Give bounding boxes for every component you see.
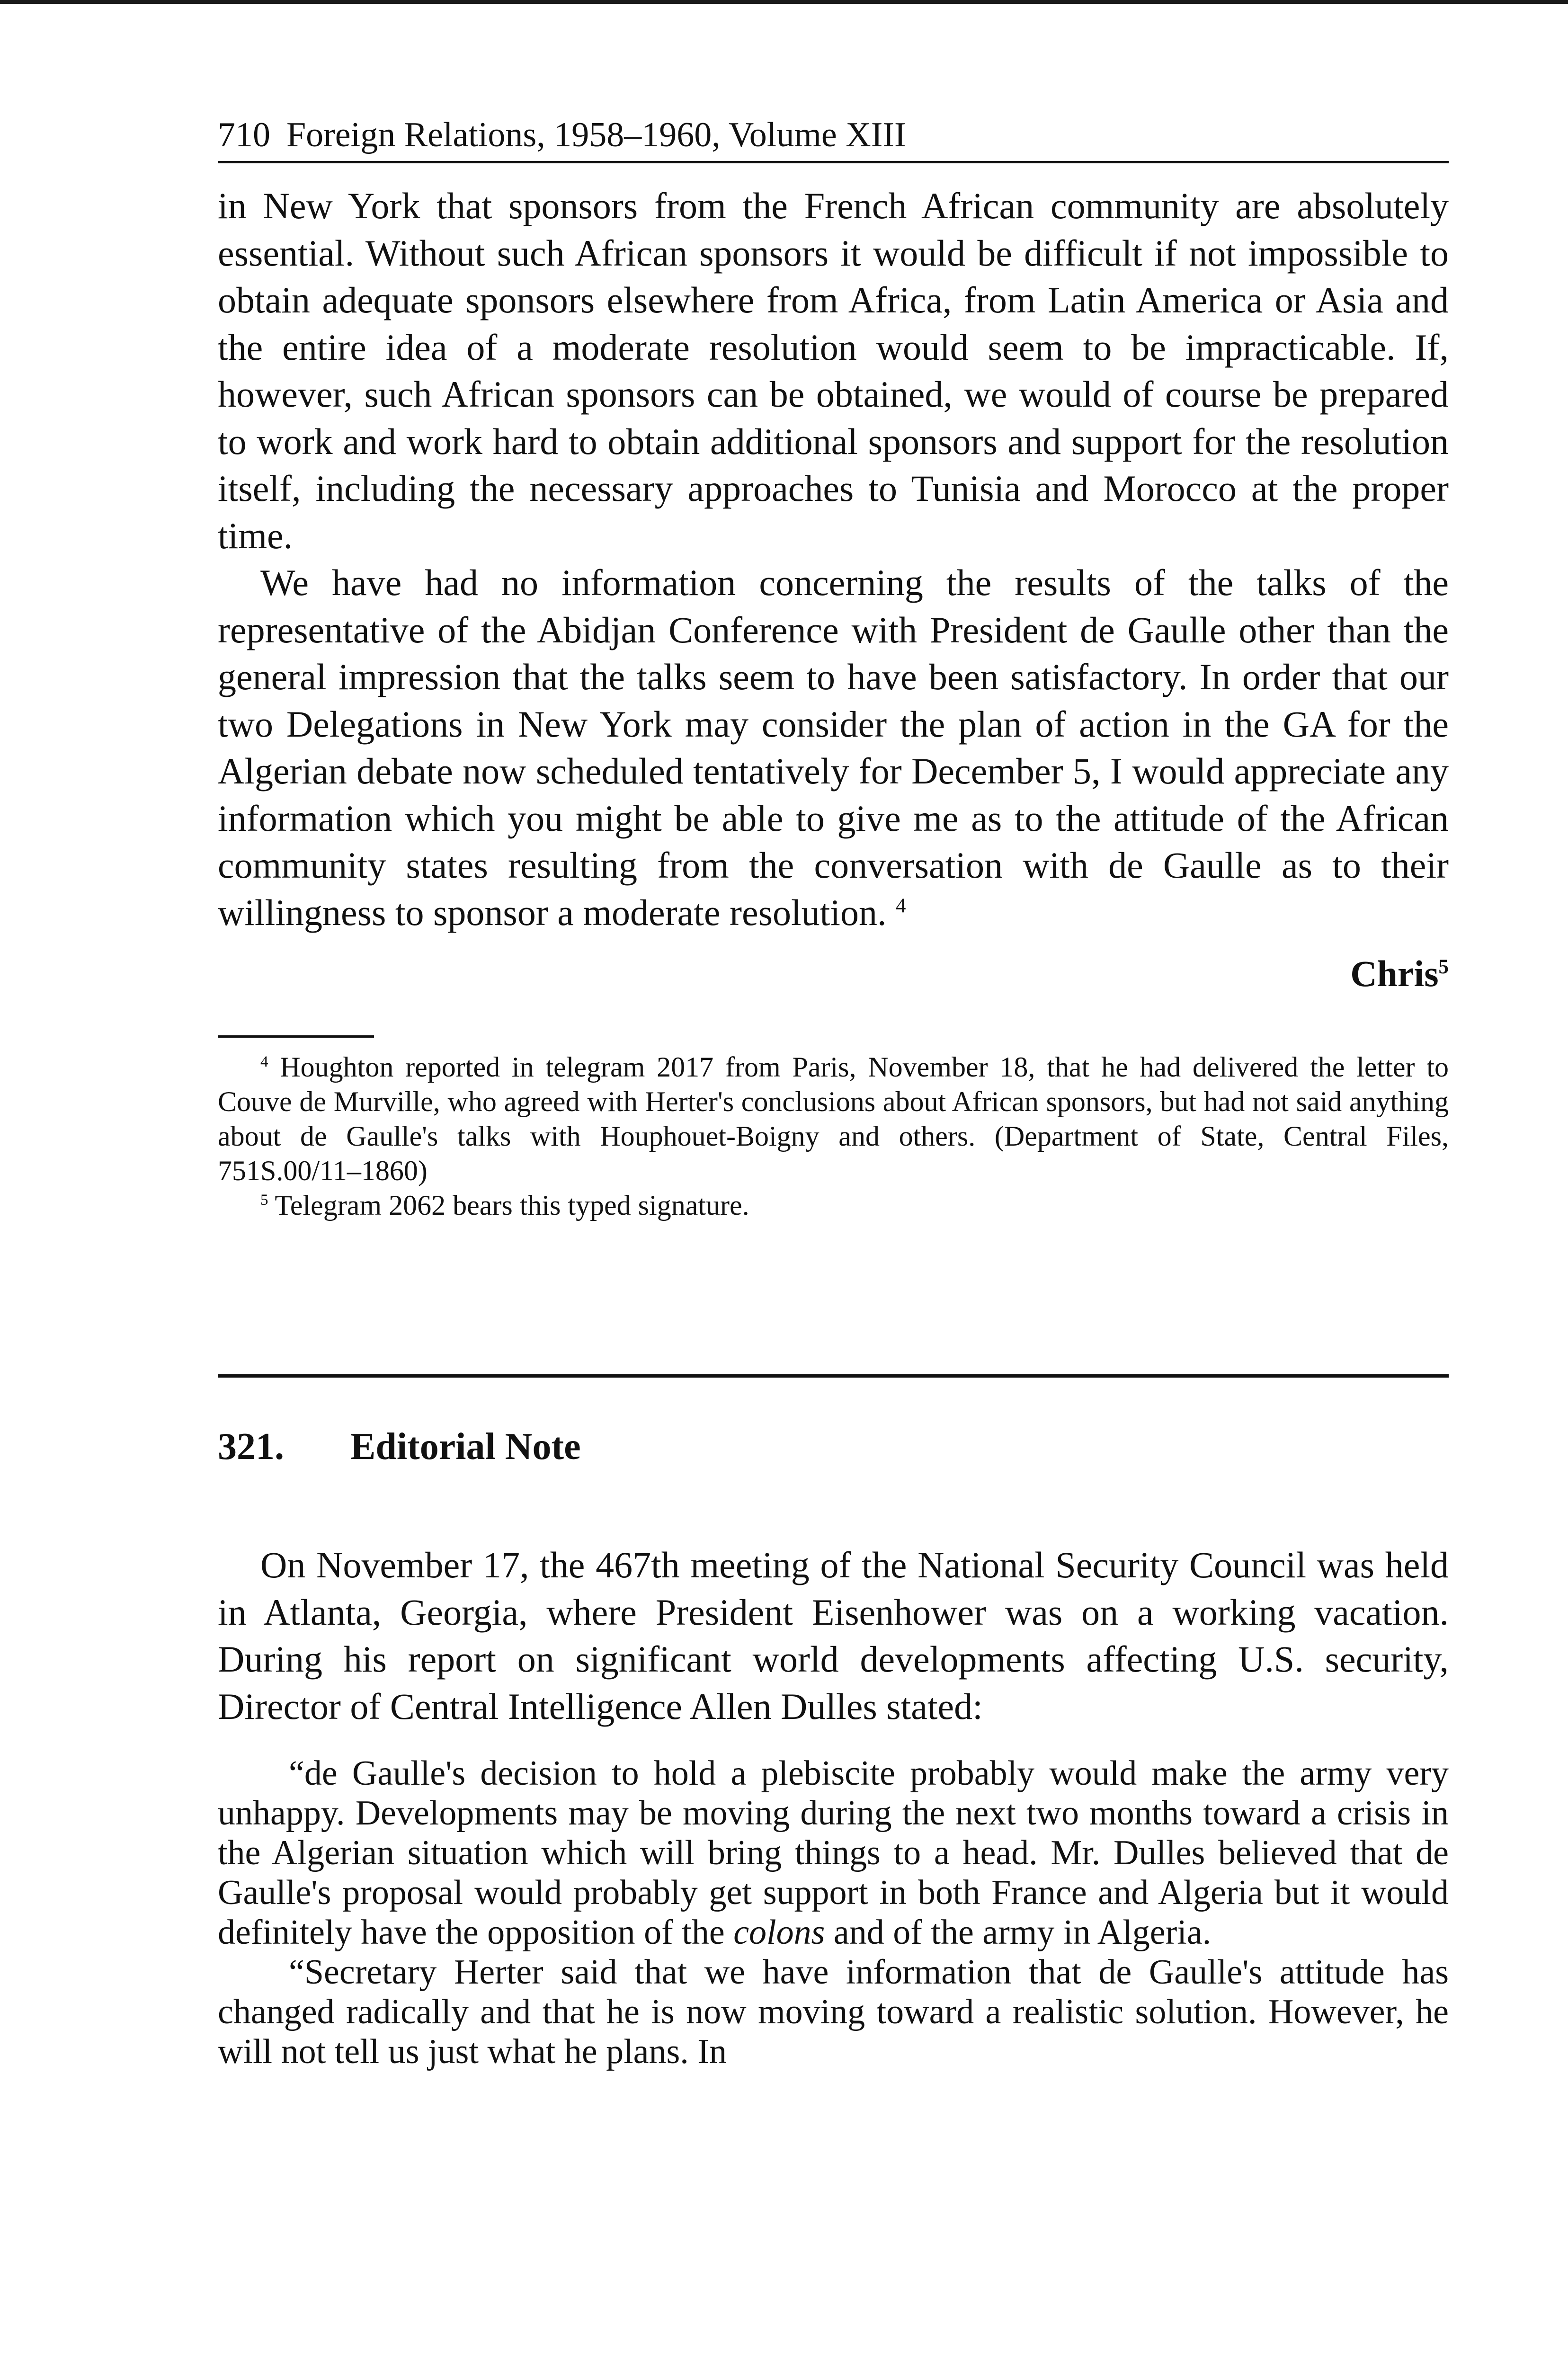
document-page: [218, 114, 1449, 2072]
footnote-divider: [218, 1035, 374, 1038]
signature-name: Chris: [1350, 953, 1439, 994]
section-heading: [218, 1423, 1449, 1470]
footnote-5: [218, 1188, 1449, 1223]
footnote-4: [218, 1050, 1449, 1188]
quote-paragraph-2: “Secretary Herter said that we have information that de Gaulle's attitude has changed radically and that he is now moving toward a realistic solution. However, he will not tell us just what he plans. In: [218, 1953, 1449, 2071]
running-head: [218, 114, 1449, 163]
top-edge-rule: [0, 0, 1568, 4]
quote-1-italic: colons: [733, 1913, 825, 1952]
section-divider: [218, 1374, 1449, 1378]
page-number: 710: [218, 116, 270, 154]
footnote-ref-4: 4: [895, 894, 906, 917]
section-title: Editorial Note: [350, 1426, 581, 1468]
running-title: Foreign Relations, 1958–1960, Volume XIII: [286, 116, 906, 154]
footnote-text: Telegram 2062 bears this typed signature.: [275, 1190, 749, 1221]
footnote-ref-5: 5: [1438, 956, 1449, 978]
letter-paragraph-1: in New York that sponsors from the French African community are absolutely essential. Without such African sponsors it would be difficult if not impossible to obtain adequate sponsors elsewhere from Africa, from Latin America or Asia and the entire idea of a moderate resolution would seem to be impracticable. If, however, such African sponsors can be obtained, we would of course be prepared to work and work hard to obtain additional sponsors and support for the resolution itself, including the necessary approaches to Tunisia and Morocco at the proper time.: [218, 185, 1449, 556]
footnote-marker: 5: [260, 1192, 268, 1209]
quote-1-text-a: “de Gaulle's decision to hold a plebiscite probably would make the army very unhappy. Developments may be moving during the next two months toward a crisis in the Algerian situation which will bring things to a head. Mr. Dulles believed that de Gaulle's proposal would probably get support in both France and Algeria but it would definitely have the opposition of the: [218, 1754, 1449, 1952]
editorial-intro: On November 17, the 467th meeting of the National Security Council was held in Atlanta, Georgia, where President Eisenhower was on a working vacation. During his report on significant world developments affecting U.S. security, Director of Central Intelligence Allen Dulles stated:: [218, 1544, 1449, 1727]
quote-paragraph-1: [218, 1753, 1449, 1952]
signature: [218, 950, 1449, 997]
section-number: 321.: [218, 1426, 284, 1468]
footnote-marker: 4: [260, 1053, 268, 1070]
footnote-text: Houghton reported in telegram 2017 from Paris, November 18, that he had delivered the letter to Couve de Murville, who agreed with Herter's conclusions about African sponsors, but had not said anything about de Gaulle's talks with Houphouet-Boigny and others. (Department of State, Central Files, 751S.00/11–1860): [218, 1051, 1449, 1186]
letter-paragraph-2: [218, 559, 1449, 936]
letter-paragraph-2-text: We have had no information concerning the results of the talks of the representative of the Abidjan Conference with President de Gaulle other than the general impression that the talks seem to have been satisfactory. In order that our two Delegations in New York may consider the plan of action in the GA for the Algerian debate now scheduled tentatively for December 5, I would appreciate any information which you might be able to give me as to the attitude of the African community states resulting from the conversation with de Gaulle as to their willingness to sponsor a moderate resolution.: [218, 562, 1449, 933]
quote-1-text-b: and of the army in Algeria.: [825, 1913, 1212, 1952]
